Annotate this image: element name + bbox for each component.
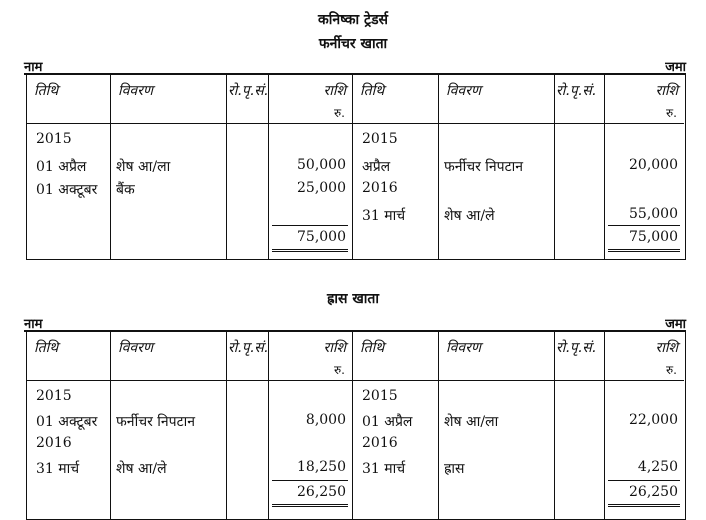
entry-particulars: शेष आ/ले	[444, 208, 495, 224]
header-amount: राशि	[323, 340, 346, 356]
column-divider	[438, 330, 439, 519]
credit-total: 75,000	[629, 229, 678, 245]
entry-date: 31 मार्च	[36, 461, 80, 477]
ledger-0	[24, 57, 686, 243]
entry-amount: 4,250	[637, 459, 678, 475]
entry-particulars: फर्नीचर निपटान	[116, 414, 196, 430]
entry-date: 01 अक्टूबर	[36, 414, 98, 430]
double-rule	[272, 504, 348, 507]
entry-date: 2015	[36, 131, 72, 147]
column-divider	[554, 73, 555, 259]
header-jf: रो.पृ.सं.	[228, 83, 269, 99]
entry-particulars: शेष आ/ला	[116, 159, 171, 175]
currency-label: रु.	[334, 106, 345, 120]
ledger-1	[24, 314, 686, 503]
entry-date: 31 मार्च	[362, 461, 406, 477]
total-rule	[608, 225, 680, 226]
entry-particulars: बैंक	[116, 182, 135, 198]
header-amount: राशि	[323, 83, 346, 99]
entry-date: 31 मार्च	[362, 208, 406, 224]
header-jf: रो.पृ.सं.	[556, 340, 597, 356]
entry-date: 01 अप्रैल	[362, 414, 413, 430]
company-name: कनिष्का ट्रेडर्स	[317, 12, 389, 28]
entry-particulars: फर्नीचर निपटान	[444, 159, 524, 175]
credit-label: जमा	[665, 60, 686, 75]
debit-label: नाम	[24, 317, 43, 332]
debit-total: 26,250	[297, 484, 346, 500]
header-amount: राशि	[655, 83, 678, 99]
entry-date: 2016	[362, 435, 398, 451]
debit-label: नाम	[24, 60, 43, 75]
total-rule	[272, 480, 348, 481]
double-rule	[272, 249, 348, 252]
header-particulars: विवरण	[446, 83, 482, 99]
column-divider	[352, 73, 353, 259]
header-particulars: विवरण	[446, 340, 482, 356]
entry-amount: 8,000	[305, 412, 346, 428]
column-divider	[438, 73, 439, 259]
column-divider	[110, 330, 111, 519]
entry-date: 2016	[362, 180, 398, 196]
header-date: तिथि	[34, 340, 59, 356]
entry-date: 2015	[36, 388, 72, 404]
header-date: तिथि	[34, 83, 59, 99]
column-divider	[226, 73, 227, 259]
furniture-account-title: फर्नीचर खाता	[318, 36, 388, 52]
credit-total: 26,250	[629, 484, 678, 500]
currency-label: रु.	[666, 363, 677, 377]
header-particulars: विवरण	[118, 83, 154, 99]
header-jf: रो.पृ.सं.	[556, 83, 597, 99]
entry-date: 2015	[362, 388, 398, 404]
entry-date: 2016	[36, 435, 72, 451]
entry-particulars: शेष आ/ले	[116, 461, 167, 477]
header-amount: राशि	[655, 340, 678, 356]
debit-total: 75,000	[297, 229, 346, 245]
entry-amount: 18,250	[297, 459, 346, 475]
entry-date: 2015	[362, 131, 398, 147]
header-jf: रो.पृ.सं.	[228, 340, 269, 356]
total-rule	[608, 480, 680, 481]
header-divider	[26, 380, 684, 381]
entry-amount: 55,000	[629, 206, 678, 222]
column-divider	[110, 73, 111, 259]
entry-particulars: ह्रास	[444, 461, 465, 477]
entry-date: 01 अक्टूबर	[36, 182, 98, 198]
entry-amount: 20,000	[629, 157, 678, 173]
entry-date: अप्रैल	[362, 159, 391, 175]
header-divider	[26, 123, 684, 124]
column-divider	[226, 330, 227, 519]
header-date: तिथि	[360, 340, 385, 356]
entry-date: 01 अप्रैल	[36, 159, 87, 175]
double-rule	[608, 249, 680, 252]
column-divider	[554, 330, 555, 519]
double-rule	[608, 504, 680, 507]
depreciation-account-title: ह्रास खाता	[326, 291, 380, 307]
credit-label: जमा	[665, 317, 686, 332]
entry-amount: 50,000	[297, 157, 346, 173]
header-particulars: विवरण	[118, 340, 154, 356]
entry-particulars: शेष आ/ला	[444, 414, 499, 430]
column-divider	[352, 330, 353, 519]
currency-label: रु.	[334, 363, 345, 377]
entry-amount: 25,000	[297, 180, 346, 196]
header-date: तिथि	[360, 83, 385, 99]
currency-label: रु.	[666, 106, 677, 120]
entry-amount: 22,000	[629, 412, 678, 428]
total-rule	[272, 225, 348, 226]
